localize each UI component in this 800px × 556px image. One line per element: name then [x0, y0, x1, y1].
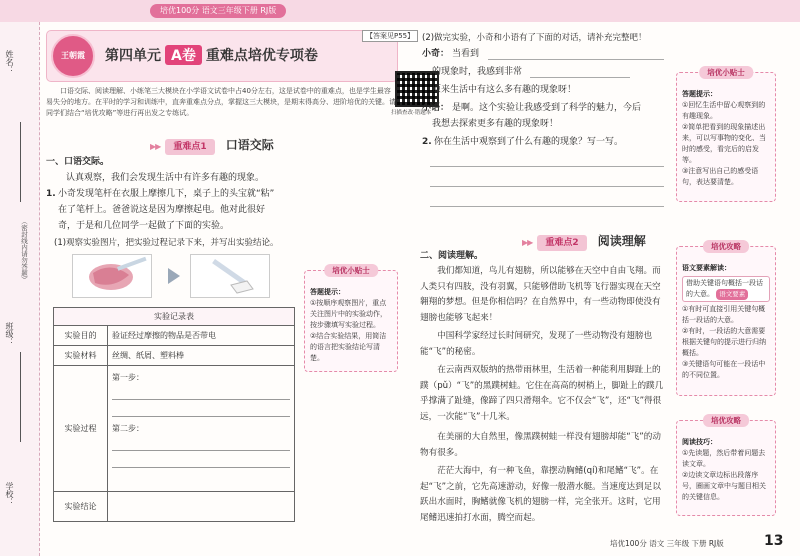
- table-process-cell[interactable]: [108, 366, 295, 492]
- step-2-answer-line[interactable]: [112, 451, 290, 468]
- name-line: [20, 122, 21, 202]
- question-1-sub-2: (2)做完实验，小奇和小语有了下面的对话，请补充完整吧！: [422, 33, 647, 43]
- tip-box-2-item: ③注意写出自己的感受语句，表达要清楚。: [682, 167, 759, 186]
- dialogue-line-1: 当看到: [452, 49, 480, 59]
- reading-paragraph-3: 在云南西双版纳的热带雨林里，生活着一种能利用脚趾上的蹼（pǔ）“飞”的黑蹼树蛙。它住在高高的树梢上，脚趾上的蹼几乎撑满了趾缝，像蹄了四只滑翔伞。它不仅会“飞”，还“飞”得很远，一次能“飞”十几米。: [420, 365, 664, 422]
- experiment-record-table: [53, 307, 295, 522]
- step-2-answer-line[interactable]: [112, 434, 290, 451]
- table-value-purpose: 验证经过摩擦的物品是否带电: [108, 326, 295, 346]
- dialogue-line-5: 我想去探索更多有趣的现象呀！: [432, 119, 559, 129]
- tip-box-1-item: ①按顺序观察图片，重点关注图片中的实验动作，按步骤填写实验过程。: [310, 299, 387, 329]
- paper-title: 重难点培优专项卷: [205, 48, 318, 64]
- key-point-2-heading: [522, 230, 646, 246]
- question-2-answer-line[interactable]: [430, 206, 664, 207]
- school-label: 学校：: [5, 482, 14, 506]
- question-2-answer-line[interactable]: [430, 166, 664, 167]
- tip-box-3-key-box: [682, 276, 770, 302]
- question-1-line-1: 小奇发现笔杆在衣服上摩擦几下，桌子上的头宝就“粘”: [58, 189, 275, 199]
- silk-rub-photo: [72, 254, 152, 298]
- table-label-purpose: 实验目的: [54, 326, 108, 346]
- dialogue-speaker-2: 小语：: [422, 103, 450, 113]
- step-1-answer-line[interactable]: [112, 383, 290, 400]
- tip-box-4-item: ①先读题，然后带着问题去读文章。: [682, 449, 766, 468]
- name-label: 姓名：: [5, 50, 14, 74]
- dialogue-line-4: 是啊。这个实验让我感受到了科学的魅力，今后: [452, 103, 642, 113]
- step-2-label: 第二步：: [112, 424, 144, 433]
- tip-box-4-item: ②边读文章边标出段落序号，圈画文章中与题目相关的关键信息。: [682, 471, 766, 501]
- table-label-conclusion: 实验结论: [54, 492, 108, 522]
- tip-box-3-key-text: 借助关键语句概括一段话的大意。: [686, 279, 763, 298]
- tip-box-2-subtitle: 答题提示：: [682, 90, 717, 98]
- ribbon-deco-icon: ▶▶: [150, 142, 161, 151]
- tip-box-3-pill: 语文要素: [716, 289, 748, 300]
- question-2-number: 2.: [422, 137, 432, 147]
- page-number: 13: [764, 533, 784, 549]
- question-1-number: 1.: [46, 189, 56, 199]
- tip-box-1: [304, 266, 398, 372]
- tip-box-2: [676, 68, 776, 202]
- key-point-1-heading: [150, 134, 274, 150]
- reading-paragraph-5: 茫茫大海中，有一种飞鱼，靠摆动胸鳍(qí)和尾鳍“飞”。在起“飞”之前，它先高速游动，好像一般潜水艇。当速度达到足以跃出水面时，胸鳍就像飞机的翅膀一样，完全张开。这时，它用尾鳍迅速拍打水面，腾空而起。: [420, 466, 661, 523]
- brand-badge: 王朝霞: [51, 34, 95, 78]
- intro-paragraph: 口语交际、阅读理解、小练笔三大模块在小学语文试卷中占40分左右，这是试卷中的重难点，也是学生最容易失分的地方。在平时的学习和训练中，直奔重难点分点，掌握这三大模块，是期末得高分、进阶培优的关键。请同学们结合“培优攻略”等进行再出发之专练试。: [46, 87, 396, 117]
- dialogue-answer-line[interactable]: [530, 77, 630, 78]
- table-value-materials: 丝绸、纸屑、塑料棒: [108, 346, 295, 366]
- volume-label: A卷: [165, 45, 202, 65]
- tip-box-1-title: 培优小贴士: [324, 264, 378, 277]
- tip-box-2-item: ①回忆生活中留心观察到的有趣现象。: [682, 101, 766, 120]
- class-line: [20, 352, 21, 442]
- tip-box-3: [676, 242, 776, 396]
- question-1-sub-1: (1)观察实验图片，把实验过程记录下来，并写出实验结论。: [54, 238, 279, 248]
- question-1-line-2: 在了笔杆上。爸爸说这是因为摩擦起电。他对此很好: [58, 205, 266, 215]
- question-1-line-3: 奇，于是和几位同学一起做了下面的实验。: [58, 221, 230, 231]
- tip-box-2-item: ②简单把看到的现象描述出来，可以写事物的变化、当时的感受，看完后的启发等。: [682, 123, 766, 164]
- table-label-materials: 实验材料: [54, 346, 108, 366]
- tip-box-3-item: ③关键语句可能在一段话中的不同位置。: [682, 360, 766, 379]
- tip-box-3-item: ②有时，一段话的大意需要根据关键句的提示进行归纳概括。: [682, 327, 766, 357]
- paper-scrap-illustration: [191, 255, 269, 297]
- section-2-title: 二、阅读理解。: [420, 251, 484, 261]
- table-title: 实验记录表: [54, 308, 295, 326]
- arrow-right-icon: [168, 268, 180, 284]
- tip-box-3-subtitle: 语文要素解读：: [682, 264, 731, 272]
- series-label: 培优100分 语文三年级下册 RJ版: [150, 4, 286, 18]
- unit-label: 第四单元: [105, 48, 161, 64]
- dialogue-speaker-1: 小奇：: [422, 49, 450, 59]
- tip-box-2-title: 培优小贴士: [699, 66, 753, 79]
- ribbon-deco-icon: ▶▶: [522, 238, 533, 247]
- tip-box-4-subtitle: 阅读技巧：: [682, 438, 717, 446]
- table-value-conclusion[interactable]: [108, 492, 295, 522]
- tip-box-3-item: ①有时可直接引用关键句概括一段话的大意。: [682, 305, 766, 324]
- table-label-process: 实验过程: [54, 366, 108, 492]
- question-2-answer-line[interactable]: [430, 186, 664, 187]
- reading-paragraph-4: 在美丽的大自然里，像黑蹼树蛙一样没有翅膀却能“飞”的动物有很多。: [420, 432, 661, 458]
- key-point-2-tag: 重难点2: [537, 235, 586, 251]
- step-1-label: 第一步：: [112, 373, 144, 382]
- qr-caption: 扫描查改·错题本: [391, 110, 432, 116]
- question-2-text: 你在生活中观察到了什么有趣的现象？写一写。: [434, 137, 624, 147]
- answer-reference: 【答案见P55】: [362, 30, 418, 42]
- step-1-answer-line[interactable]: [112, 400, 290, 417]
- tip-box-4-title: 培优攻略: [703, 414, 749, 427]
- paper-scrap-photo: [190, 254, 270, 298]
- tip-box-1-item: ②结合实验结果，用简洁的语言把实验结论写清楚。: [310, 332, 387, 362]
- dialogue-line-2: 的现象时，我感到非常: [432, 67, 523, 77]
- key-point-1-tag: 重难点1: [165, 139, 214, 155]
- section-1-title: 一、口语交际。: [46, 157, 110, 167]
- footer-series: 培优100分 语文 三年级 下册 RJ版: [610, 539, 724, 548]
- binding-strip: [0, 22, 40, 556]
- class-label: 班级：: [5, 322, 14, 346]
- section-1-intro: 认真观察，我们会发现生活中有许多有趣的现象。: [66, 173, 265, 183]
- tip-box-1-subtitle: 答题提示：: [310, 288, 345, 296]
- key-point-1-name: 口语交际: [225, 138, 274, 152]
- key-point-2-name: 阅读理解: [597, 234, 646, 248]
- reading-paragraph-2: 中国科学家经过长时间研究，发现了一些动物没有翅膀也能“飞”的秘密。: [420, 331, 653, 357]
- silk-rub-illustration: [73, 255, 151, 297]
- unit-title: [105, 45, 318, 65]
- reading-paragraph-1: 我们都知道，鸟儿有翅膀，所以能够在天空中自由飞翔。而人类只有四肢，没有羽翼，只能够借助飞机等飞行器实现在天空翱翔的梦想。但是你相信吗？在自然界中，有一些动物即使没有翅膀也能够飞起来！: [420, 266, 661, 323]
- top-banner: [0, 0, 800, 22]
- dialogue-line-3: 原来生活中有这么多有趣的现象呀！: [432, 85, 577, 95]
- tip-box-4: [676, 416, 776, 516]
- seal-note: （密封线内请勿答题）: [20, 218, 28, 283]
- tip-box-3-title: 培优攻略: [703, 240, 749, 253]
- dialogue-answer-line[interactable]: [488, 59, 664, 60]
